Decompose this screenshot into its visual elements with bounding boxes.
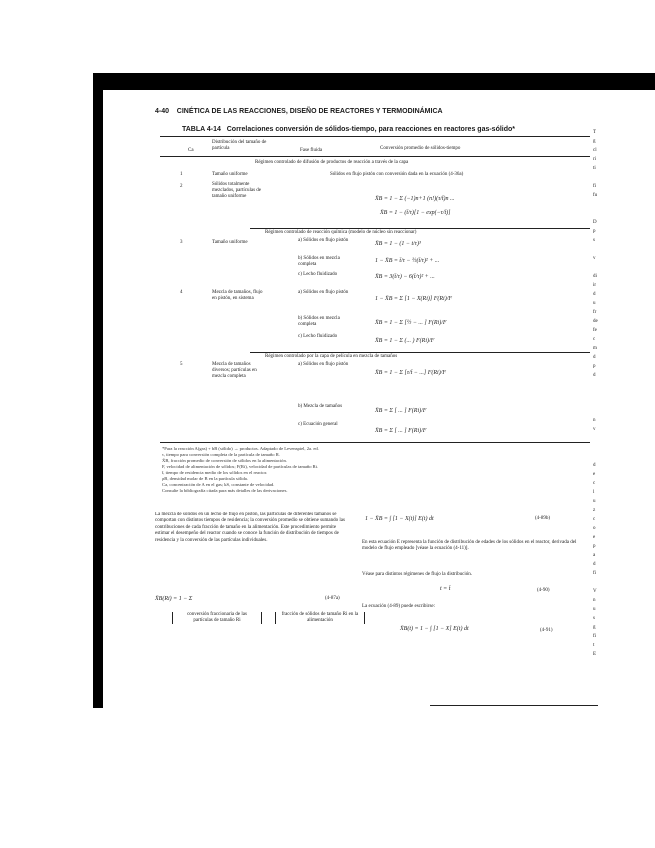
table-title [182, 126, 515, 133]
edge-letter: ti [593, 166, 596, 171]
col-header-case: Ca [188, 148, 194, 153]
edge-letter: V [593, 589, 597, 594]
edge-letter: l [593, 490, 595, 495]
footnote-7: Ca, concentración de A en el gas; kS, constante de velocidad. [162, 482, 275, 487]
row-4c-label: c) Lecho fluidizado [298, 334, 338, 339]
edge-letter: D [593, 220, 597, 225]
edge-letter: fi [593, 571, 597, 576]
row-2-equation-1: X̄B = 1 − Σ (−1)n+1 (n!)(τ/t̄)n ... [375, 196, 455, 202]
row-4b-label: b) Sólidos en mezcla completa [298, 316, 340, 327]
section-3-heading: Régimen controlado por la capa de película en mezcla de tamaños [265, 354, 398, 359]
footnote-4: F, velocidad de alimentación de sólidos; F(Ri), velocidad de partículas de tamaño Ri. [162, 464, 319, 469]
section-2-heading: Régimen controlado de reacción química (modelo de núcleo sin reaccionar) [265, 230, 417, 235]
edge-letter: d [593, 463, 596, 468]
edge-letter: s [593, 238, 595, 243]
row-2-number: 2 [180, 184, 183, 189]
body-right-paragraph-3: La ecuación (4-89) puede escribirse: [362, 604, 436, 609]
body-right-equation-2: t = t̄ [440, 586, 451, 592]
row-5-description: Mezcla de tamaños diversos; partículas en mezcla completa [212, 362, 257, 379]
row-5c-label: c) Ecuación general [298, 422, 338, 427]
row-3b-label: b) Sólidos en mezcla completa [298, 256, 340, 267]
row-3c-label: c) Lecho fluidizado [298, 272, 338, 277]
edge-letter: di [593, 274, 597, 279]
row-3b-equation: 1 − X̄B = t̄/τ − ½(t̄/τ)² + ... [375, 258, 440, 264]
col-header-conversion: Conversión promedio de sólidos-tiempo [380, 146, 461, 151]
edge-letter: d [593, 292, 596, 297]
edge-letter: v [593, 256, 596, 261]
row-5b-equation: X̄B = Σ [ ... ] F(Ri)/F [375, 408, 427, 414]
section-2-rule [250, 228, 590, 229]
col-header-distribution: Distribución del tamaño de partícula [212, 140, 267, 151]
body-left-equation-number: (4-87a) [325, 596, 340, 601]
col-header-phase: Fase fluida [300, 148, 323, 153]
edge-letter: d [593, 373, 596, 378]
edge-letter: ir [593, 283, 597, 288]
body-right-paragraph-2: Véase para distintos régimenes de flujo la distribución. [362, 572, 472, 577]
edge-letter: p [593, 229, 596, 234]
edge-letter: fu [593, 193, 598, 198]
edge-letter: c [593, 517, 596, 522]
row-4-description: Mezcla de tamaños, flujo en pistón, en sistema [212, 290, 263, 301]
row-3-number: 3 [180, 240, 183, 245]
edge-letter: v [593, 427, 596, 432]
body-right-equation-2-number: (4-90) [537, 588, 550, 593]
edge-letter: fr [593, 310, 597, 315]
edge-letter: fi [593, 634, 597, 639]
edge-letter: c [593, 481, 596, 486]
edge-letter: de [593, 319, 598, 324]
section-1-heading: Régimen controlado de difusión de productos de reacción a través de la capa [255, 160, 409, 165]
body-right-paragraph: En esta ecuación E representa la función de distribución de edades de los sólidos en el reactor, derivada del modelo de flujo empleado [véase la ecuación (4-11)]. [362, 540, 577, 552]
edge-letter: g [593, 625, 596, 630]
edge-letter: n [593, 418, 596, 423]
bracket-left: conversión fraccionaria de las partículas de tamaño Ri [172, 612, 262, 624]
row-5c-equation: X̄B = Σ [ ... ] F(Ri)/F [375, 428, 427, 434]
row-4c-equation: X̄B = 1 − Σ (... ) F(Ri)/F [375, 338, 435, 344]
footnote-3: X̄B, fracción promedio de conversión de sólidos en la alimentación. [162, 458, 287, 463]
section-3-rule [250, 352, 590, 353]
row-3a-equation: X̄B = 1 − (1 − t/τ)³ [375, 241, 421, 247]
row-2-equation-2: X̄B = 1 − (t̄/τ)[1 − exp(−τ/t̄)] [380, 210, 451, 216]
row-2-description: Sólidos totalmente mezclados, partículas de tamaño uniforme [212, 182, 262, 199]
row-4-number: 4 [180, 290, 183, 295]
edge-letter: p [593, 364, 596, 369]
edge-letter: a [593, 553, 596, 558]
body-left-paragraph: La mezcla de sólidos en un lecho de flujo en pistón, las partículas de diferentes tamaños se comportan con distintos tiempos de residencia; la conversión promedio se obtiene sumando las contribuciones de cada fracción de tamaño en la alimentación. Este procedimiento permite estimar el desempeño del reactor cuando se conoce la función de distribución de tiempos de residencia y la conversión de las partículas individuales. [155, 512, 345, 543]
scan-border-top [93, 73, 655, 90]
edge-letter: u [593, 499, 596, 504]
bracket-right: fracción de sólidos de tamaño Ri en la alimentación [275, 612, 365, 624]
edge-letter: d [593, 355, 596, 360]
footnote-5: t̄, tiempo de residencia medio de los sólidos en el reactor. [162, 470, 268, 475]
edge-letter: fe [593, 328, 597, 333]
row-5a-label: a) Sólidos en flujo pistón [298, 362, 349, 367]
edge-letter: c [593, 337, 596, 342]
table-label: TABLA 4-14 [182, 126, 221, 133]
body-right-equation-1: 1 − X̄B = ∫ [1 − X(t)] E(t) dt [365, 516, 434, 522]
edge-letter: t [593, 643, 595, 648]
edge-letter: o [593, 526, 596, 531]
edge-letter: g [593, 139, 596, 144]
table-top-rule [160, 136, 590, 137]
footnote-8: Consulte la bibliografía citada para más detalles de las derivaciones. [162, 488, 288, 493]
edge-letter: s [593, 616, 595, 621]
table-caption: Correlaciones conversión de sólidos-tiempo, para reacciones en reactores gas-sólido* [226, 126, 516, 133]
body-right-equation-1-number: (4-89b) [535, 516, 550, 521]
row-3c-equation: X̄B = 3(t̄/τ) − 6(t̄/τ)² + ... [375, 274, 435, 280]
row-4b-equation: X̄B = 1 − Σ [½ − ... ] F(Ri)/F [375, 320, 447, 326]
table-bottom-rule [160, 442, 590, 443]
row-3-description: Tamaño uniforme [212, 240, 248, 245]
body-right-equation-3-number: (4-91) [540, 628, 553, 633]
scan-border-left [93, 73, 103, 708]
row-4a-equation: 1 − X̄B = Σ [1 − X(Ri)] F(Ri)/F [375, 296, 453, 302]
row-1-number: 1 [180, 172, 183, 177]
page-number: 4-40 [155, 108, 170, 115]
edge-letter: u [593, 301, 596, 306]
edge-letter: e [593, 535, 596, 540]
edge-letter: u [593, 607, 596, 612]
header-rule [160, 156, 590, 157]
edge-letter: d [593, 562, 596, 567]
edge-letter: ri [593, 157, 597, 162]
edge-letter: m [593, 346, 597, 351]
row-5a-equation: X̄B = 1 − Σ [τ/t̄ − ...] F(Ri)/F [375, 370, 447, 376]
edge-letter: fi [593, 184, 597, 189]
edge-letter: E [593, 652, 597, 657]
edge-letter: e [593, 472, 596, 477]
running-header [155, 108, 443, 115]
row-5b-label: b) Mezcla de tamaños [298, 404, 343, 409]
footnote-1: *Para la reacción A(gas) + bB (sólido) → productos. Adaptado de Levenspiel, 2a. ed. [162, 446, 319, 451]
edge-letter: n [593, 598, 596, 603]
page-bottom-rule [430, 705, 598, 706]
row-1-description: Tamaño uniforme [212, 172, 248, 177]
running-title: CINÉTICA DE LAS REACCIONES, DISEÑO DE REACTORES Y TERMODINÁMICA [176, 108, 443, 115]
body-left-equation: X̄B(Ri) = 1 − Σ [155, 596, 193, 602]
row-3a-label: a) Sólidos en flujo pistón [298, 238, 349, 243]
body-right-equation-3: X̄B(t) = 1 − ∫ [1 − X] E(t) dt [400, 626, 469, 632]
footnote-2: τ, tiempo para conversión completa de la partícula de tamaño R. [162, 452, 280, 457]
adjacent-page-edge [598, 90, 655, 708]
edge-letter: cl [593, 148, 597, 153]
edge-letter: p [593, 544, 596, 549]
footnote-6: ρB, densidad molar de B en la partícula sólida. [162, 476, 248, 481]
edge-letter: T [593, 130, 597, 135]
row-4a-label: a) Sólidos en flujo pistón [298, 290, 349, 295]
row-5-number: 5 [180, 362, 183, 367]
edge-letter: z [593, 508, 596, 513]
row-1-note: Sólidos en flujo pistón con conversión dada en la ecuación (4-36a) [330, 172, 464, 177]
